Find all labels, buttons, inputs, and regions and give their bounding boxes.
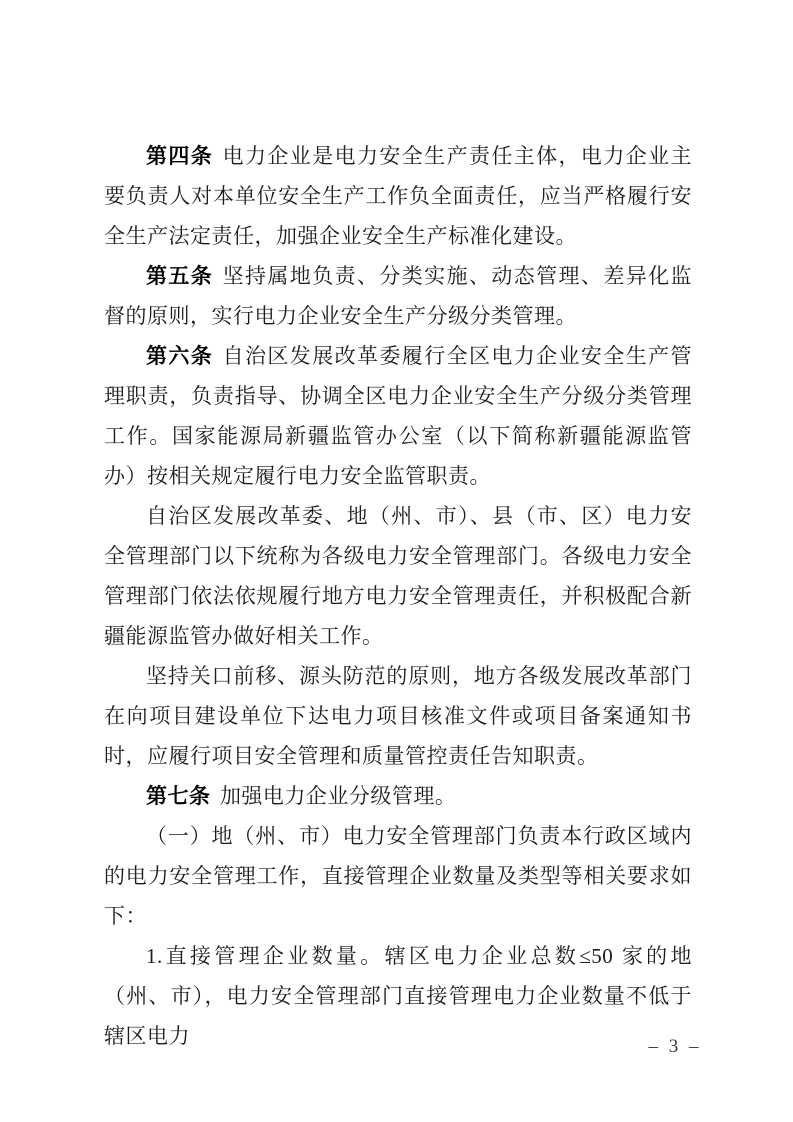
document-body: [104, 136, 692, 1056]
paragraph-article-7: [104, 776, 692, 816]
paragraph-text: 1.直接管理企业数量。辖区电力企业总数≤50 家的地（州、市），电力安全管理部门直接管理电力企业数量不低于辖区电力: [104, 944, 692, 1048]
paragraph-article-6-cont-2: [104, 656, 692, 776]
paragraph-article-6-cont-1: [104, 496, 692, 656]
paragraph-article-7-item-1-sub-1: [104, 936, 692, 1056]
paragraph-article-6: [104, 336, 692, 496]
article-7-label: 第七条: [146, 784, 211, 808]
page-number: – 3 –: [648, 1036, 702, 1057]
article-4-label: 第四条: [146, 144, 214, 168]
paragraph-text: 坚持属地负责、分类实施、动态管理、差异化监督的原则，实行电力企业安全生产分级分类管理。: [104, 264, 693, 328]
paragraph-text: 电力企业是电力安全生产责任主体，电力企业主要负责人对本单位安全生产工作负全面责任，应当严格履行安全生产法定责任，加强企业安全生产标准化建设。: [104, 144, 693, 248]
paragraph-text: 自治区发展改革委履行全区电力企业安全生产管理职责，负责指导、协调全区电力企业安全生产分级分类管理工作。国家能源局新疆监管办公室（以下简称新疆能源监管办）按相关规定履行电力安全监管职责。: [104, 344, 693, 488]
paragraph-text: 坚持关口前移、源头防范的原则，地方各级发展改革部门在向项目建设单位下达电力项目核准文件或项目备案通知书时，应履行项目安全管理和质量管控责任告知职责。: [104, 664, 692, 768]
paragraph-text: （一）地（州、市）电力安全管理部门负责本行政区域内的电力安全管理工作，直接管理企业数量及类型等相关要求如下：: [104, 824, 692, 928]
paragraph-text: 自治区发展改革委、地（州、市）、县（市、区）电力安全管理部门以下统称为各级电力安全管理部门。各级电力安全管理部门依法依规履行地方电力安全管理责任，并积极配合新疆能源监管办做好相关工作。: [104, 504, 692, 648]
paragraph-article-4: [104, 136, 692, 256]
paragraph-article-5: [104, 256, 692, 336]
article-6-label: 第六条: [146, 344, 214, 368]
paragraph-article-7-item-1: [104, 816, 692, 936]
paragraph-text: 加强电力企业分级管理。: [219, 784, 457, 808]
article-5-label: 第五条: [146, 264, 214, 288]
